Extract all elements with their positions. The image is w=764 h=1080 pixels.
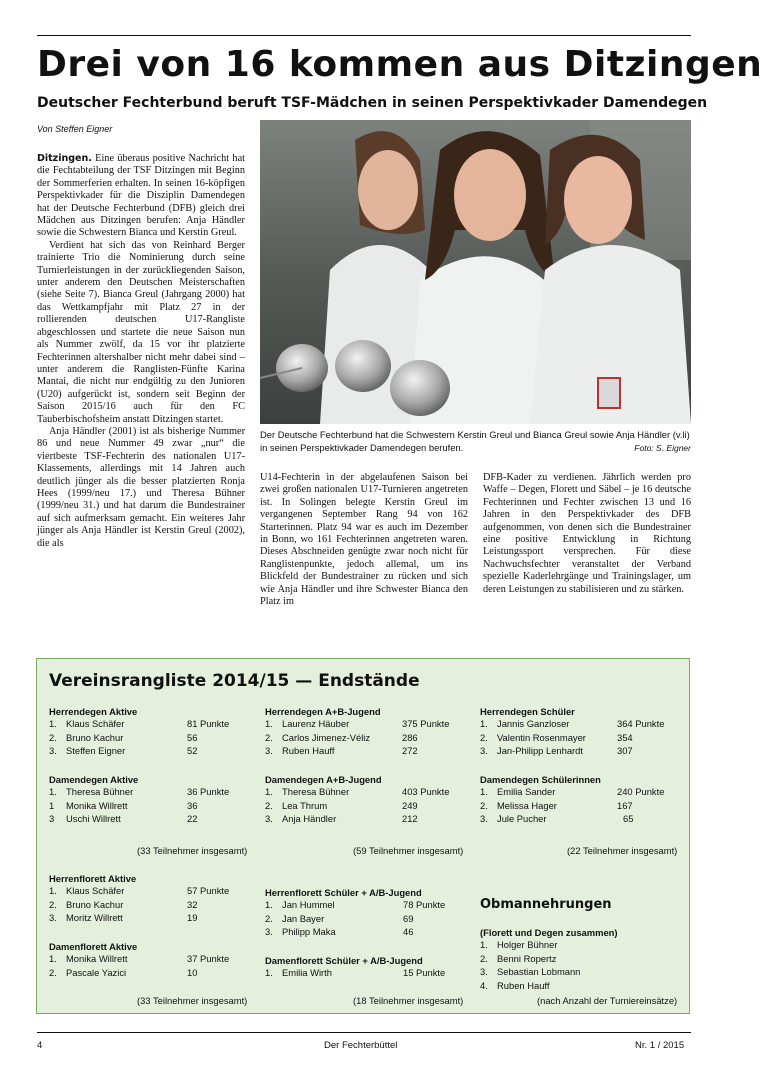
ranking-row	[265, 786, 470, 800]
paragraph	[37, 153, 245, 240]
points: 403 Punkte	[402, 786, 450, 797]
group-title: Herrenflorett Schüler + A/B-Jugend	[265, 887, 422, 898]
ranking-group	[49, 774, 249, 827]
group-title: Herrendegen A+B-Jugend	[265, 706, 381, 717]
ranking-row	[265, 926, 470, 940]
ranking-group	[265, 887, 470, 940]
points: 15 Punkte	[403, 967, 446, 978]
rank: 3.	[480, 966, 488, 977]
points: 32	[187, 898, 198, 910]
rank: 1.	[49, 718, 57, 729]
rank: 2.	[480, 731, 488, 743]
rank: 2.	[49, 966, 57, 978]
rank: 3.	[265, 745, 273, 756]
ranking-row	[49, 899, 249, 913]
rank: 1.	[49, 953, 57, 964]
name: Lea Thrum	[282, 799, 328, 811]
group-title: Damenflorett Aktive	[49, 941, 138, 952]
name: Jan-Philipp Lenhardt	[497, 745, 583, 756]
article-column-1	[37, 153, 245, 550]
ranking-group	[480, 706, 685, 759]
name: Emilia Wirth	[282, 967, 333, 978]
ranking-row	[265, 913, 470, 927]
honors-list	[480, 927, 685, 993]
article-column-3	[483, 472, 691, 596]
ranking-row	[480, 786, 685, 800]
group-title: Herrendegen Aktive	[49, 706, 138, 717]
ranking-row	[480, 718, 685, 732]
byline: Von Steffen Eigner	[37, 124, 113, 134]
rank: 1.	[265, 899, 273, 910]
participants-total: (33 Teilnehmer insgesamt)	[137, 845, 248, 856]
name: Jan Hummel	[282, 899, 335, 910]
points: 36 Punkte	[187, 786, 230, 797]
rank: 2.	[265, 912, 273, 924]
rank: 3.	[480, 813, 488, 824]
rank: 1.	[480, 718, 488, 729]
name: Klaus Schäfer	[66, 885, 125, 896]
ranking-row	[49, 885, 249, 899]
photo-caption	[260, 429, 691, 454]
name: Melissa Hager	[497, 799, 557, 811]
ranking-row	[265, 813, 470, 827]
points: 65	[623, 813, 634, 824]
rank: 2.	[265, 731, 273, 743]
honors-title: Obmannehrungen	[480, 897, 612, 912]
points: 354	[617, 731, 633, 743]
name: Jule Pucher	[497, 813, 547, 824]
rank: 1.	[49, 885, 57, 896]
ranking-title: Vereinsrangliste 2014/15 — Endstände	[49, 671, 420, 691]
ranking-row	[49, 718, 249, 732]
group-title: Damendegen Aktive	[49, 774, 139, 785]
ranking-row	[49, 732, 249, 746]
name: Carlos Jimenez-Véliz	[282, 731, 371, 743]
name: Laurenz Häuber	[282, 718, 350, 729]
lead-word: Ditzingen.	[37, 153, 92, 164]
points: 81 Punkte	[187, 718, 230, 729]
rank: 1.	[480, 786, 488, 797]
ranking-row	[49, 813, 249, 827]
rank: 3.	[49, 912, 57, 923]
ranking-row	[265, 967, 470, 981]
top-rule	[37, 35, 691, 36]
ranking-row	[49, 912, 249, 926]
honors-note: (nach Anzahl der Turniereinsätze)	[537, 995, 678, 1006]
participants-total: (22 Teilnehmer insgesamt)	[567, 845, 678, 856]
ranking-group	[265, 955, 470, 981]
points: 10	[187, 966, 198, 978]
honors-row	[480, 953, 685, 967]
name: Ruben Hauff	[497, 979, 550, 991]
group-title: Damendegen A+B-Jugend	[265, 774, 382, 785]
ranking-group	[265, 774, 470, 827]
group-title: Herrenflorett Aktive	[49, 873, 137, 884]
points: 19	[187, 912, 198, 923]
participants-total: (59 Teilnehmer insgesamt)	[353, 845, 464, 856]
ranking-row	[480, 745, 685, 759]
photo-credit: Foto: S. Eigner	[634, 442, 691, 453]
paragraph: U14-Fechterin in der abgelaufenen Saison bei zwei großen nationalen U17-Turnieren angetreten ist. In Solingen belegte Kerstin Greul im vergangenen September Rang 94 von 162 Starterinnen. Platz 94 war es auch im Dezember in Bonn, wo 161 Fechterinnen angetreten waren. Dieses Abschneiden genügte zwar noch nicht für Ranglistenpunkte, jedoch allemal, um ins Blickfeld der Bundestrainer zu rücken und sich wie Anja Händler und ihre Schwester Bianca den Platz im	[260, 472, 468, 608]
bottom-rule	[37, 1032, 691, 1033]
rank: 2.	[49, 731, 57, 743]
name: Monika Willrett	[66, 953, 128, 964]
ranking-row	[480, 813, 685, 827]
rank: 1.	[265, 967, 273, 978]
paragraph: Anja Händler (2001) ist als bisherige Nummer 86 und neue Nummer 49 zwar „nur“ die viertbeste TSF-Fechterin des nationalen U17-Klassements, allerdings mit 14 Jahren auch deutlich jünger als die besser platzierten Ronja Hees (1999/neu 17.) und Theresa Bühner (1999/neu 31.) und hat darum die Bundestrainer auf sich aufmerksam gemacht. Ein weiteres Jahr jünger als Anja Händler ist Kerstin Greul (2002), die als	[37, 425, 245, 549]
ranking-row	[480, 732, 685, 746]
points: 22	[187, 813, 198, 824]
name: Theresa Bühner	[66, 786, 134, 797]
rank: 3.	[49, 745, 57, 756]
rank: 3.	[265, 813, 273, 824]
ranking-row	[265, 718, 470, 732]
name: Ruben Hauff	[282, 745, 335, 756]
name: Moritz Willrett	[66, 912, 123, 923]
article-column-2	[260, 472, 468, 608]
ranking-group	[480, 774, 685, 827]
honors-row	[480, 939, 685, 953]
rank: 3.	[480, 745, 488, 756]
rank: 1.	[49, 786, 57, 797]
honors-row	[480, 966, 685, 980]
name: Holger Bühner	[497, 939, 558, 950]
points: 272	[402, 745, 418, 756]
name: Jan Bayer	[282, 912, 325, 924]
ranking-row	[265, 800, 470, 814]
points: 52	[187, 745, 198, 756]
name: Sebastian Lobmann	[497, 966, 581, 977]
name: Jannis Ganzloser	[497, 718, 570, 729]
page-number: 4	[37, 1040, 43, 1051]
rank: 1.	[480, 939, 488, 950]
honors-subtitle: (Florett und Degen zusammen)	[480, 927, 618, 938]
points: 46	[403, 926, 414, 937]
ranking-row	[265, 899, 470, 913]
rank: 2.	[480, 799, 488, 811]
ranking-row	[480, 800, 685, 814]
name: Theresa Bühner	[282, 786, 350, 797]
ranking-row	[49, 967, 249, 981]
ranking-row	[49, 953, 249, 967]
ranking-group	[49, 706, 249, 759]
publication-name: Der Fechterbüttel	[324, 1040, 398, 1051]
points: 56	[187, 731, 198, 743]
name: Emilia Sander	[497, 786, 556, 797]
rank: 2.	[49, 898, 57, 910]
participants-total: (33 Teilnehmer insgesamt)	[137, 995, 248, 1006]
ranking-row	[265, 745, 470, 759]
team-photo	[260, 120, 691, 424]
rank: 3	[49, 813, 55, 824]
points: 249	[402, 799, 418, 811]
points: 307	[617, 745, 633, 756]
name: Bruno Kachur	[66, 731, 124, 743]
club-ranking-box	[36, 658, 690, 1014]
paragraph: Verdient hat sich das von Reinhard Berger trainierte Trio die Nominierung durch seine Turnierleistungen in der zurückliegenden Saison, unter anderem den Deutschen Meisterschaften (siehe Seite 7). Bianca Greul (Jahrgang 2000) hat das Wettkampfjahr mit Platz 27 in der rollierenden deutschen U17-Rangliste abgeschlossen und startete die neue Saison nun als Nummer zwölf, da 15 vor ihr platzierte Fechterinnen altershalber nicht mehr dabei sind – unter anderem die Ranglisten-Fünfte Karina Mantai, die nicht nur endgültig zu den Junioren (U20) aufgerückt ist, sondern seit Beginn der Saison 2015/16 auch für den FC Tauberbischofsheim anstatt Ditzingen startet.	[37, 239, 245, 425]
subheadline: Deutscher Fechterbund beruft TSF-Mädchen in seinen Perspektivkader Damendegen	[37, 95, 708, 111]
name: Uschi Willrett	[66, 813, 121, 824]
points: 212	[402, 813, 418, 824]
ranking-row	[49, 786, 249, 800]
rank: 1.	[265, 786, 273, 797]
points: 78 Punkte	[403, 899, 446, 910]
ranking-row	[49, 800, 249, 814]
participants-total: (18 Teilnehmer insgesamt)	[353, 995, 464, 1006]
fencers-photo-illustration	[260, 120, 691, 424]
ranking-row	[265, 732, 470, 746]
points: 69	[403, 912, 414, 924]
rank: 1	[49, 799, 55, 811]
name: Anja Händler	[282, 813, 337, 824]
group-title: Damenflorett Schüler + A/B-Jugend	[265, 955, 423, 966]
ranking-row	[49, 745, 249, 759]
points: 240 Punkte	[617, 786, 665, 797]
rank: 4.	[480, 979, 488, 991]
name: Klaus Schäfer	[66, 718, 125, 729]
name: Benni Ropertz	[497, 952, 557, 964]
ranking-group	[49, 873, 249, 926]
points: 286	[402, 731, 418, 743]
points: 57 Punkte	[187, 885, 230, 896]
points: 364 Punkte	[617, 718, 665, 729]
headline: Drei von 16 kommen aus Ditzingen	[37, 44, 763, 85]
points: 167	[617, 799, 633, 811]
name: Philipp Maka	[282, 926, 336, 937]
name: Steffen Eigner	[66, 745, 126, 756]
paragraph-text: Eine überaus positive Nachricht hat die Fechtabteilung der TSF Ditzingen mit Beginn der Sommerferien erhalten. In seinen 16-köpfigen Perspektivkader für die Disziplin Damendegen hat der Deutsche Fechterbund (DFB) gleich drei Mädchen aus Ditzingen berufen: Anja Händler sowie die Schwestern Bianca und Kerstin Greul.	[37, 153, 245, 239]
ranking-group	[49, 941, 249, 980]
rank: 1.	[265, 718, 273, 729]
name: Valentin Rosenmayer	[497, 731, 586, 743]
name: Bruno Kachur	[66, 898, 124, 910]
group-title: Damendegen Schülerinnen	[480, 774, 601, 785]
rank: 2.	[265, 799, 273, 811]
points: 37 Punkte	[187, 953, 230, 964]
paragraph: DFB-Kader zu verdienen. Jährlich werden pro Waffe – Degen, Florett und Säbel – je 16 deutsche Fechterinnen und Fechter zwischen 13 und 16 Jahren in den Perspektivkader des DFB aufgenommen, von denen sich die Bundestrainer eine positive Entwicklung in Richtung Leistungssport versprechen. Für diese Nachwuchsfechter veranstaltet der Verband spezielle Kaderlehrgänge und Trainingslager, um deren Leistungen zu stabilisieren und zu stärken.	[483, 472, 691, 595]
caption-text: Der Deutsche Fechterbund hat die Schwestern Kerstin Greul und Bianca Greul sowie Anja Händler (v.li) in seinen Perspektivkader Damendegen berufen.	[260, 429, 690, 453]
rank: 2.	[480, 952, 488, 964]
name: Monika Willrett	[66, 799, 128, 811]
name: Pascale Yazici	[66, 966, 127, 978]
group-title: Herrendegen Schüler	[480, 706, 575, 717]
honors-row	[480, 980, 685, 994]
ranking-group	[265, 706, 470, 759]
rank: 3.	[265, 926, 273, 937]
points: 375 Punkte	[402, 718, 450, 729]
issue-number: Nr. 1 / 2015	[635, 1040, 685, 1051]
points: 36	[187, 799, 198, 811]
